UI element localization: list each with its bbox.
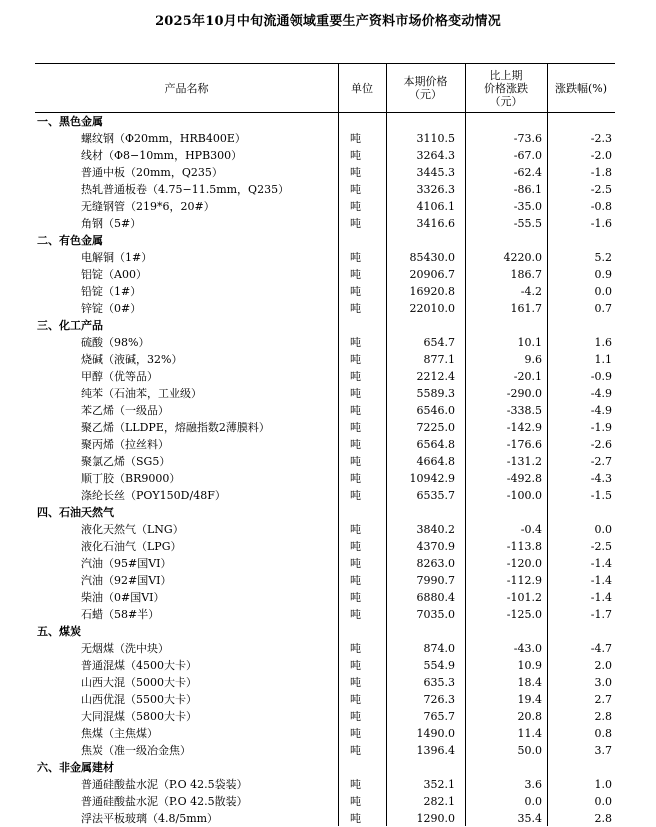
percent-cell: 5.2: [594, 251, 612, 264]
product-name: 线材（Φ8−10mm，HPB300）: [81, 149, 243, 162]
table-row: [35, 572, 615, 589]
price-cell: 7035.0: [416, 608, 455, 621]
product-name: 铝锭（A00）: [81, 268, 147, 281]
percent-cell: -0.8: [590, 200, 612, 213]
unit-cell: 吨: [350, 472, 361, 485]
percent-cell: -0.9: [590, 370, 612, 383]
unit-cell: 吨: [350, 523, 361, 536]
unit-cell: 吨: [350, 710, 361, 723]
percent-cell: -4.7: [590, 642, 612, 655]
table-row: [35, 606, 615, 623]
change-cell: -101.2: [506, 591, 542, 604]
product-name: 焦煤（主焦煤）: [81, 727, 158, 740]
table-row: [35, 657, 615, 674]
price-cell: 8263.0: [416, 557, 455, 570]
unit-cell: 吨: [350, 200, 361, 213]
header-price: 本期价格 （元）: [403, 75, 448, 101]
unit-cell: 吨: [350, 183, 361, 196]
table-row: [35, 538, 615, 555]
table-row: [35, 555, 615, 572]
product-name: 汽油（92#国VI）: [81, 574, 172, 587]
price-cell: 5589.3: [416, 387, 455, 400]
price-table: [35, 63, 615, 827]
unit-cell: 吨: [350, 778, 361, 791]
column-divider: [465, 64, 466, 826]
price-cell: 10942.9: [409, 472, 455, 485]
product-name: 普通中板（20mm，Q235）: [81, 166, 223, 179]
table-row: [35, 249, 615, 266]
unit-cell: 吨: [350, 268, 361, 281]
change-cell: -20.1: [513, 370, 542, 383]
product-name: 硫酸（98%）: [81, 336, 150, 349]
product-name: 聚乙烯（LLDPE，熔融指数2薄膜料）: [81, 421, 270, 434]
percent-cell: 1.0: [594, 778, 612, 791]
table-row: [35, 385, 615, 402]
price-cell: 22010.0: [409, 302, 455, 315]
table-row: [35, 725, 615, 742]
table-row: [35, 674, 615, 691]
table-row: [35, 198, 615, 215]
percent-cell: 0.0: [594, 523, 612, 536]
price-cell: 20906.7: [409, 268, 455, 281]
product-name: 角钢（5#）: [81, 217, 142, 230]
table-body: [35, 113, 615, 827]
change-cell: 35.4: [517, 812, 542, 825]
product-name: 聚丙烯（拉丝料）: [81, 438, 169, 451]
unit-cell: 吨: [350, 251, 361, 264]
unit-cell: 吨: [350, 659, 361, 672]
table-row: [35, 691, 615, 708]
unit-cell: 吨: [350, 217, 361, 230]
percent-cell: -2.5: [590, 183, 612, 196]
percent-cell: -2.6: [590, 438, 612, 451]
change-cell: -176.6: [506, 438, 542, 451]
product-name: 热轧普通板卷（4.75−11.5mm，Q235）: [81, 183, 290, 196]
change-cell: -86.1: [513, 183, 542, 196]
table-row: [35, 283, 615, 300]
product-name: 普通硅酸盐水泥（P.O 42.5袋装）: [81, 778, 248, 791]
section-row: [35, 113, 615, 130]
section-title: 五、煤炭: [37, 625, 81, 638]
price-cell: 765.7: [423, 710, 455, 723]
section-title: 三、化工产品: [37, 319, 103, 332]
header-product-name: 产品名称: [164, 81, 209, 95]
unit-cell: 吨: [350, 404, 361, 417]
change-cell: -112.9: [506, 574, 542, 587]
percent-cell: 0.8: [594, 727, 612, 740]
change-cell: -0.4: [520, 523, 542, 536]
price-cell: 877.1: [423, 353, 455, 366]
section-row: [35, 504, 615, 521]
percent-cell: -2.3: [590, 132, 612, 145]
unit-cell: 吨: [350, 285, 361, 298]
table-row: [35, 589, 615, 606]
percent-cell: 2.8: [594, 812, 612, 825]
table-row: [35, 419, 615, 436]
price-cell: 1290.0: [416, 812, 455, 825]
percent-cell: -1.9: [590, 421, 612, 434]
price-cell: 1396.4: [416, 744, 455, 757]
unit-cell: 吨: [350, 676, 361, 689]
table-row: [35, 453, 615, 470]
change-cell: 11.4: [517, 727, 542, 740]
change-cell: -55.5: [513, 217, 542, 230]
table-row: [35, 351, 615, 368]
section-row: [35, 623, 615, 640]
price-cell: 6564.8: [416, 438, 455, 451]
unit-cell: 吨: [350, 387, 361, 400]
table-row: [35, 215, 615, 232]
price-cell: 4370.9: [416, 540, 455, 553]
price-cell: 16920.8: [409, 285, 455, 298]
price-cell: 3110.5: [416, 132, 455, 145]
product-name: 苯乙烯（一级品）: [81, 404, 169, 417]
header-unit: 单位: [351, 81, 373, 95]
percent-cell: -1.5: [590, 489, 612, 502]
section-title: 四、石油天然气: [37, 506, 114, 519]
percent-cell: -1.6: [590, 217, 612, 230]
change-cell: -73.6: [513, 132, 542, 145]
unit-cell: 吨: [350, 557, 361, 570]
percent-cell: 1.6: [594, 336, 612, 349]
change-cell: 186.7: [510, 268, 542, 281]
table-row: [35, 470, 615, 487]
percent-cell: -1.4: [590, 591, 612, 604]
section-row: [35, 317, 615, 334]
product-name: 柴油（0#国VI）: [81, 591, 165, 604]
product-name: 大同混煤（5800大卡）: [81, 710, 197, 723]
product-name: 甲醇（优等品）: [81, 370, 158, 383]
section-title: 六、非金属建材: [37, 761, 114, 774]
percent-cell: -1.8: [590, 166, 612, 179]
change-cell: -142.9: [506, 421, 542, 434]
section-row: [35, 232, 615, 249]
table-row: [35, 181, 615, 198]
product-name: 顺丁胶（BR9000）: [81, 472, 181, 485]
product-name: 液化天然气（LNG）: [81, 523, 184, 536]
product-name: 液化石油气（LPG）: [81, 540, 182, 553]
change-cell: -62.4: [513, 166, 542, 179]
product-name: 无缝钢管（219*6，20#）: [81, 200, 215, 213]
product-name: 普通硅酸盐水泥（P.O 42.5散装）: [81, 795, 248, 808]
change-cell: -131.2: [506, 455, 542, 468]
product-name: 山西大混（5000大卡）: [81, 676, 197, 689]
product-name: 聚氯乙烯（SG5）: [81, 455, 171, 468]
change-cell: 18.4: [517, 676, 542, 689]
percent-cell: 0.0: [594, 795, 612, 808]
price-cell: 3326.3: [416, 183, 455, 196]
table-row: [35, 164, 615, 181]
unit-cell: 吨: [350, 642, 361, 655]
change-cell: 10.9: [517, 659, 542, 672]
section-title: 一、黑色金属: [37, 115, 103, 128]
table-row: [35, 368, 615, 385]
unit-cell: 吨: [350, 353, 361, 366]
change-cell: -67.0: [513, 149, 542, 162]
percent-cell: -4.3: [590, 472, 612, 485]
unit-cell: 吨: [350, 795, 361, 808]
unit-cell: 吨: [350, 149, 361, 162]
price-cell: 3416.6: [416, 217, 455, 230]
price-cell: 6880.4: [416, 591, 455, 604]
change-cell: 3.6: [524, 778, 542, 791]
change-cell: 161.7: [510, 302, 542, 315]
product-name: 汽油（95#国VI）: [81, 557, 172, 570]
unit-cell: 吨: [350, 336, 361, 349]
percent-cell: 0.9: [594, 268, 612, 281]
price-cell: 554.9: [423, 659, 455, 672]
price-cell: 3445.3: [416, 166, 455, 179]
price-cell: 85430.0: [409, 251, 455, 264]
table-row: [35, 793, 615, 810]
price-cell: 352.1: [423, 778, 455, 791]
percent-cell: -4.9: [590, 387, 612, 400]
change-cell: -35.0: [513, 200, 542, 213]
price-cell: 1490.0: [416, 727, 455, 740]
price-cell: 282.1: [423, 795, 455, 808]
change-cell: 19.4: [517, 693, 542, 706]
column-divider: [547, 64, 548, 826]
price-cell: 4106.1: [416, 200, 455, 213]
change-cell: 50.0: [517, 744, 542, 757]
percent-cell: 0.0: [594, 285, 612, 298]
unit-cell: 吨: [350, 132, 361, 145]
product-name: 山西优混（5500大卡）: [81, 693, 197, 706]
change-cell: 9.6: [524, 353, 542, 366]
price-cell: 654.7: [423, 336, 455, 349]
table-row: [35, 300, 615, 317]
table-row: [35, 334, 615, 351]
change-cell: -120.0: [506, 557, 542, 570]
change-cell: -125.0: [506, 608, 542, 621]
unit-cell: 吨: [350, 370, 361, 383]
percent-cell: -2.5: [590, 540, 612, 553]
product-name: 烧碱（液碱，32%）: [81, 353, 183, 366]
price-cell: 6546.0: [416, 404, 455, 417]
percent-cell: 3.7: [594, 744, 612, 757]
unit-cell: 吨: [350, 812, 361, 825]
change-cell: -113.8: [506, 540, 542, 553]
table-header: [35, 64, 615, 113]
product-name: 锌锭（0#）: [81, 302, 142, 315]
header-price-change: 比上期 价格涨跌 （元）: [484, 68, 528, 108]
percent-cell: 2.7: [594, 693, 612, 706]
percent-cell: -1.4: [590, 574, 612, 587]
product-name: 普通混煤（4500大卡）: [81, 659, 197, 672]
change-cell: -290.0: [506, 387, 542, 400]
percent-cell: 0.7: [594, 302, 612, 315]
unit-cell: 吨: [350, 574, 361, 587]
unit-cell: 吨: [350, 744, 361, 757]
table-row: [35, 436, 615, 453]
price-cell: 3264.3: [416, 149, 455, 162]
column-divider: [338, 64, 339, 826]
change-cell: -100.0: [506, 489, 542, 502]
percent-cell: -1.4: [590, 557, 612, 570]
header-change-percent: 涨跌幅(%): [554, 81, 608, 95]
price-cell: 7225.0: [416, 421, 455, 434]
product-name: 无烟煤（洗中块）: [81, 642, 169, 655]
table-row: [35, 487, 615, 504]
unit-cell: 吨: [350, 166, 361, 179]
table-row: [35, 521, 615, 538]
unit-cell: 吨: [350, 608, 361, 621]
change-cell: -492.8: [506, 472, 542, 485]
product-name: 涤纶长丝（POY150D/48F）: [81, 489, 226, 502]
section-title: 二、有色金属: [37, 234, 103, 247]
table-row: [35, 402, 615, 419]
product-name: 纯苯（石油苯，工业级）: [81, 387, 202, 400]
table-row: [35, 742, 615, 759]
percent-cell: 3.0: [594, 676, 612, 689]
price-cell: 3840.2: [416, 523, 455, 536]
section-row: [35, 759, 615, 776]
price-cell: 726.3: [423, 693, 455, 706]
product-name: 电解铜（1#）: [81, 251, 153, 264]
price-cell: 7990.7: [416, 574, 455, 587]
product-name: 螺纹钢（Φ20mm，HRB400E）: [81, 132, 246, 145]
table-row: [35, 708, 615, 725]
unit-cell: 吨: [350, 302, 361, 315]
percent-cell: 1.1: [594, 353, 612, 366]
price-cell: 874.0: [423, 642, 455, 655]
table-row: [35, 776, 615, 793]
price-cell: 635.3: [423, 676, 455, 689]
unit-cell: 吨: [350, 540, 361, 553]
percent-cell: -1.7: [590, 608, 612, 621]
price-cell: 6535.7: [416, 489, 455, 502]
unit-cell: 吨: [350, 455, 361, 468]
product-name: 浮法平板玻璃（4.8/5mm）: [81, 812, 219, 825]
table-row: [35, 640, 615, 657]
percent-cell: 2.8: [594, 710, 612, 723]
unit-cell: 吨: [350, 489, 361, 502]
change-cell: 10.1: [517, 336, 542, 349]
unit-cell: 吨: [350, 693, 361, 706]
percent-cell: -2.7: [590, 455, 612, 468]
column-divider: [386, 64, 387, 826]
unit-cell: 吨: [350, 727, 361, 740]
change-cell: -43.0: [513, 642, 542, 655]
page-title: 2025年10月中旬流通领域重要生产资料市场价格变动情况: [155, 14, 501, 29]
unit-cell: 吨: [350, 421, 361, 434]
change-cell: 4220.0: [503, 251, 542, 264]
change-cell: -338.5: [506, 404, 542, 417]
table-row: [35, 130, 615, 147]
price-cell: 2212.4: [416, 370, 455, 383]
table-row: [35, 147, 615, 164]
change-cell: -4.2: [520, 285, 542, 298]
price-cell: 4664.8: [416, 455, 455, 468]
table-row: [35, 266, 615, 283]
unit-cell: 吨: [350, 438, 361, 451]
change-cell: 20.8: [517, 710, 542, 723]
percent-cell: 2.0: [594, 659, 612, 672]
percent-cell: -4.9: [590, 404, 612, 417]
change-cell: 0.0: [524, 795, 542, 808]
product-name: 焦炭（准一级冶金焦）: [81, 744, 191, 757]
unit-cell: 吨: [350, 591, 361, 604]
percent-cell: -2.0: [590, 149, 612, 162]
product-name: 铅锭（1#）: [81, 285, 142, 298]
product-name: 石蜡（58#半）: [81, 608, 160, 621]
table-row: [35, 810, 615, 827]
